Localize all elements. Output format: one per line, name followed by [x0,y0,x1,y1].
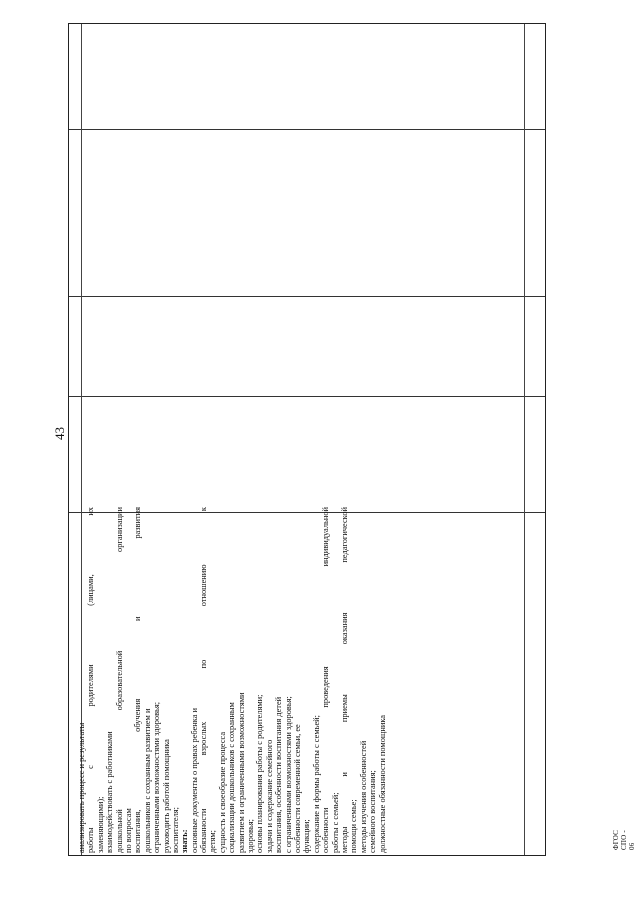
text-line: знать: [180,829,190,853]
text-line: семейного воспитания; [368,770,378,853]
text-line: основные документы о правах ребенка и [189,707,199,853]
text-line: дошкольной образовательной организации [114,507,124,853]
row-divider [69,396,545,397]
text-line: методы и приемы оказания педагогической [339,507,349,853]
text-line: сущность и своеобразие процесса [217,731,227,853]
competency-text-cell [77,507,387,853]
text-line: обязанности взрослых по отношению к [199,507,209,853]
text-line: с ограниченными возможностями здоровья; [283,696,293,853]
text-line: должностные обязанности помощника [377,715,387,853]
text-line: особенности проведения индивидуальной [321,507,331,853]
text-line: функции; [302,819,312,853]
row-divider [69,129,545,130]
text-line: работы с родителями (лицами, их [86,507,96,853]
text-line: детям; [208,829,218,853]
text-line: взаимодействовать с работниками [105,731,115,853]
text-line: задачи и содержание семейного [264,739,274,853]
text-line: развитием и ограниченными возможностями [236,692,246,853]
text-line: основы планирования работы с родителями; [255,694,265,853]
text-line: руководить работой помощника [161,739,171,853]
text-line: заменяющими); [95,796,105,853]
row-divider [69,296,545,297]
text-line: анализировать процесс и результаты [77,722,86,853]
text-line: методы изучения особенностей [358,740,368,853]
text-line: воспитателя; [170,807,180,853]
text-line: воспитания, обучения и развития [133,507,143,853]
text-line: помощи семье; [349,799,359,853]
text-line: воспитания, особенности воспитания детей [274,696,284,853]
footer-code: ФГОС СПО - 06 [612,829,636,850]
text-line: особенности современной семьи, ее [292,724,302,853]
text-line: социализации дошкольников с сохранным [227,702,237,853]
column-divider [524,24,525,855]
text-line: работы с семьей; [330,792,340,853]
text-line: по вопросам [123,808,133,853]
text-line: ограниченными возможностями здоровья; [152,701,162,853]
page-number: 43 [52,427,67,440]
text-line: дошкольников с сохранным развитием и [142,708,152,853]
text-line: содержание и формы работы с семьей; [311,715,321,853]
text-line: здоровья; [246,819,256,853]
